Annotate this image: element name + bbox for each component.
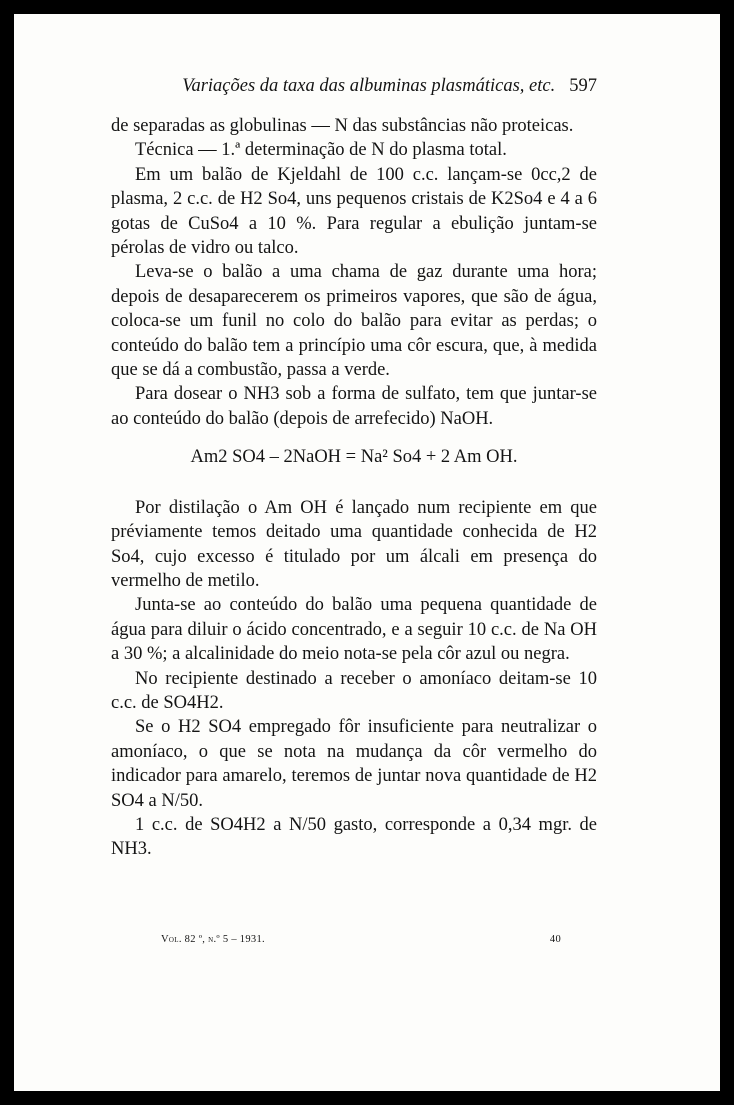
- paragraph: Técnica — 1.ª determinação de N do plasma total.: [135, 140, 507, 161]
- paragraph: No recipiente destinado a receber o amoníaco deitam-se 10 c.c. de SO4H2.: [111, 668, 597, 713]
- paragraph: 1 c.c. de SO4H2 a N/50 gasto, corresponde a 0,34 mgr. de NH3.: [111, 814, 597, 860]
- paragraph: de separadas as globulinas — N das substâncias não proteicas.: [111, 116, 574, 136]
- paragraph: Em um balão de Kjeldahl de 100 c.c. lançam-se 0cc,2 de plasma, 2 c.c. de H2 So4, uns pequenos cristais de K2So4 e 4 a 6 gotas de CuSo4 a 10 %. Para regular a ebulição juntam-se pérolas de vidro ou talco.: [111, 164, 597, 259]
- document-page: [14, 14, 720, 1091]
- paragraph: Para dosear o NH3 sob a forma de sulfato, tem que juntar-se ao conteúdo do balão (depois de arrefecido) NaOH.: [111, 384, 597, 429]
- paragraph: Leva-se o balão a uma chama de gaz durante uma hora; depois de desaparecerem os primeiros vapores, que são de água, coloca-se um funil no colo do balão para evitar as perdas; o conteúdo do balão tem a princípio uma côr escura, que, à medida que se dá a combustão, passa a verde.: [111, 262, 597, 381]
- running-header: [14, 76, 597, 97]
- running-title: Variações da taxa das albuminas plasmáticas, etc.: [182, 76, 556, 96]
- paragraph: Se o H2 SO4 empregado fôr insuficiente para neutralizar o amoníaco, o que se nota na mudança da côr vermelho do indicador para amarelo, teremos de juntar nova quantidade de H2 SO4 a N/50.: [111, 717, 597, 811]
- chemical-formula: Am2 SO4 – 2NaOH = Na² So4 + 2 Am OH.: [190, 447, 518, 468]
- body-text: [111, 114, 597, 862]
- volume-info: Vol. 82 º, n.º 5 – 1931.: [161, 934, 265, 945]
- page-number: 597: [569, 76, 597, 96]
- paragraph: Junta-se ao conteúdo do balão uma pequena quantidade de água para diluir o ácido concentrado, e a seguir 10 c.c. de Na OH a 30 %; a alcalinidade do meio nota-se pela côr azul ou negra.: [111, 595, 597, 665]
- paragraph: Por distilação o Am OH é lançado num recipiente em que préviamente temos deitado uma quantidade conhecida de H2 So4, cujo excesso é titulado por um álcali em presença do vermelho de metilo.: [111, 497, 597, 591]
- signature-mark: 40: [549, 934, 561, 945]
- page-footer: [161, 934, 561, 945]
